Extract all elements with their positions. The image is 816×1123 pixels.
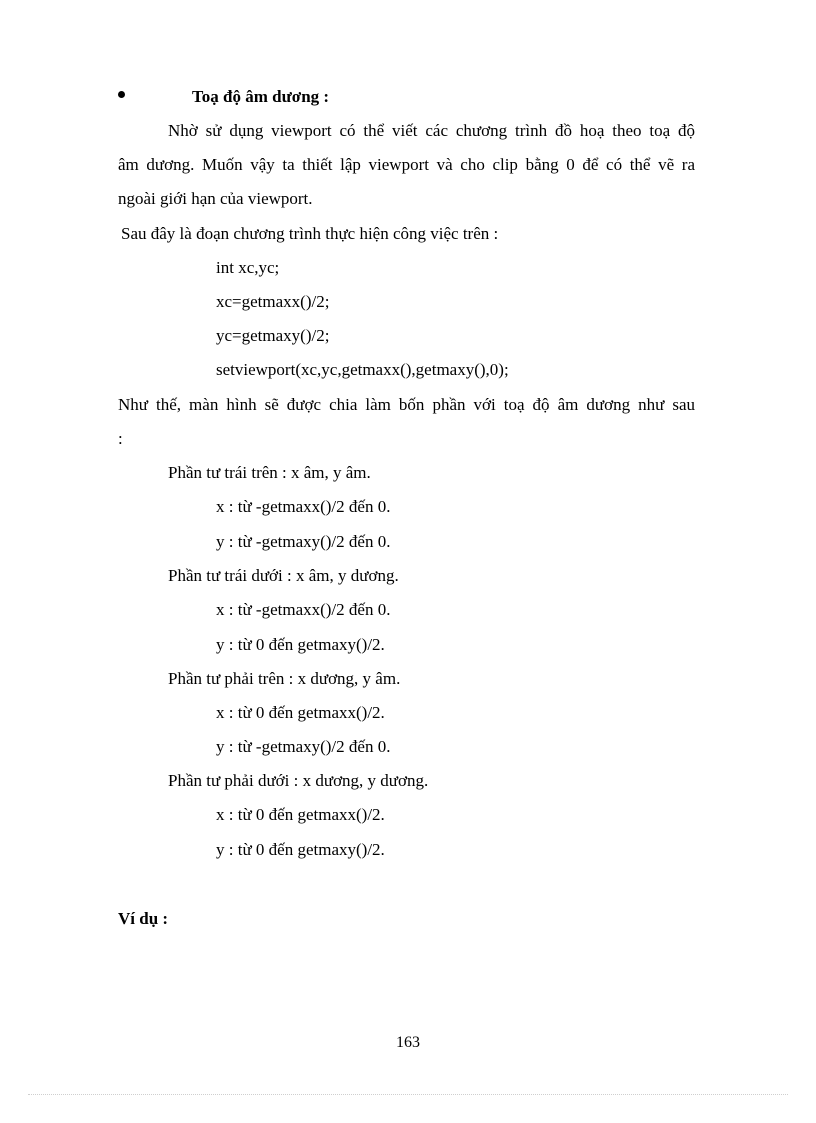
quadrant-title: Phần tư trái dưới : x âm, y dương. [168, 566, 399, 585]
page-bottom-divider [28, 1094, 788, 1095]
code-line: int xc,yc; [216, 258, 280, 277]
bullet-icon [118, 91, 125, 98]
quadrant-x-range: x : từ 0 đến getmaxx()/2. [216, 703, 385, 722]
quadrant-title: Phần tư phải dưới : x dương, y dương. [168, 771, 429, 790]
intro-line-3: ngoài giới hạn của viewport. [118, 189, 313, 208]
quadrant-y-range: y : từ -getmaxy()/2 đến 0. [216, 532, 391, 551]
quadrant-y-range: y : từ -getmaxy()/2 đến 0. [216, 737, 391, 756]
quadrant-y-range: y : từ 0 đến getmaxy()/2. [216, 635, 385, 654]
quadrant-title: Phần tư trái trên : x âm, y âm. [168, 463, 371, 482]
code-line: xc=getmaxx()/2; [216, 292, 330, 311]
section-heading: Toạ độ âm dương : [192, 87, 330, 106]
quadrant-title: Phần tư phải trên : x dương, y âm. [168, 669, 401, 688]
page-number: 163 [396, 1034, 420, 1051]
summary-line-1: Như thế, màn hình sẽ được chia làm bốn phần với toạ độ âm dương như sau [118, 395, 695, 414]
intro-line-1: Nhờ sử dụng viewport có thể viết các chương trình đồ hoạ theo toạ độ [168, 121, 695, 140]
quadrant-x-range: x : từ -getmaxx()/2 đến 0. [216, 600, 391, 619]
code-line: setviewport(xc,yc,getmaxx(),getmaxy(),0); [216, 360, 509, 379]
code-intro: Sau đây là đoạn chương trình thực hiện công việc trên : [121, 224, 499, 243]
intro-line-2: âm dương. Muốn vậy ta thiết lập viewport và cho clip bằng 0 để có thể vẽ ra [118, 155, 695, 174]
summary-line-2: : [118, 429, 123, 448]
example-label: Ví dụ : [118, 909, 169, 928]
quadrant-x-range: x : từ -getmaxx()/2 đến 0. [216, 497, 391, 516]
quadrant-x-range: x : từ 0 đến getmaxx()/2. [216, 805, 385, 824]
quadrant-y-range: y : từ 0 đến getmaxy()/2. [216, 840, 385, 859]
code-line: yc=getmaxy()/2; [216, 326, 330, 345]
